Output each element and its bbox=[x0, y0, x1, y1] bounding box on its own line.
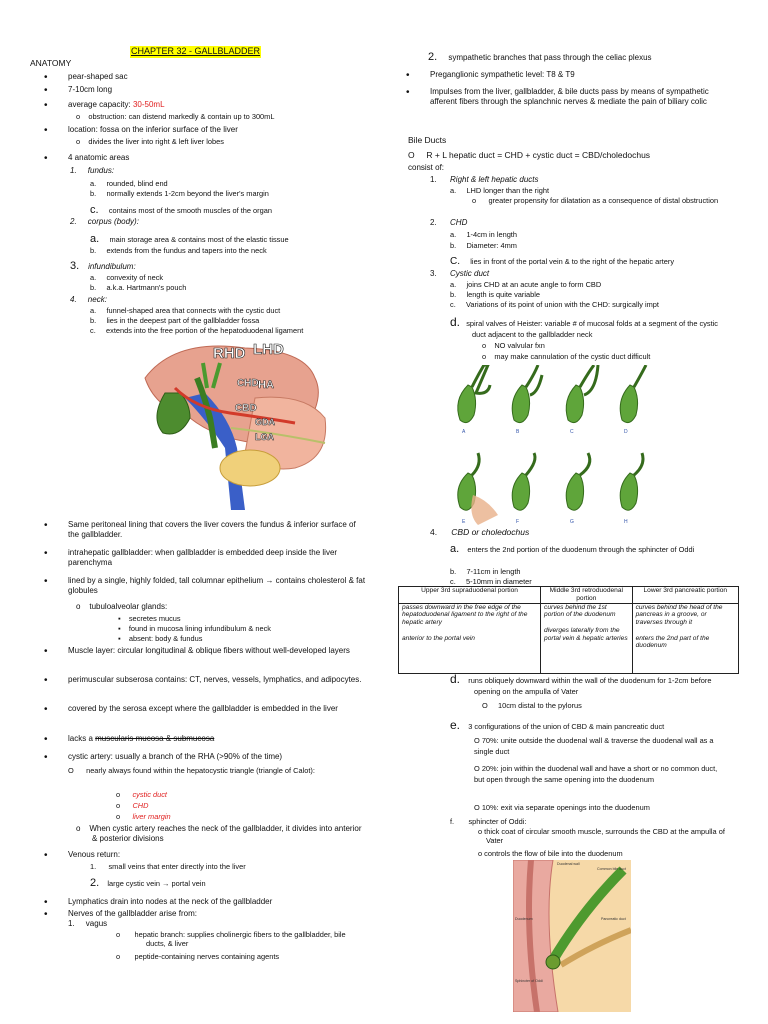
peptide-text: peptide-containing nerves containing agents bbox=[134, 952, 280, 961]
cbd-e2: O 20%: join within the duodenal wall and have a short or no common duct, but open through the same opening into the duodenum bbox=[474, 764, 718, 785]
cbd-d1: O 10cm distal to the pylorus bbox=[482, 701, 582, 710]
fig-label-chd: CHD bbox=[237, 378, 259, 389]
cystic-a: a. joins CHD at an acute angle to form CBD bbox=[450, 280, 602, 289]
neck-reach-item: o When cystic artery reaches the neck of the gallbladder, it divides into anterior & posterior divisions bbox=[76, 824, 362, 844]
location-item: • location: fossa on the inferior surface of the liver bbox=[68, 125, 238, 135]
lacks-item bbox=[68, 734, 214, 744]
cbd-e: e. 3 configurations of the union of CBD & main pancreatic duct bbox=[450, 718, 665, 732]
table-cell: curves behind the 1st portion of the duodenum diverges laterally from the portal vein & hepatic arteries bbox=[541, 603, 633, 673]
calot-1-text: cystic duct bbox=[132, 790, 167, 799]
cbd-e-text: 3 configurations of the union of CBD & main pancreatic duct bbox=[468, 722, 665, 731]
cbd-a: a. enters the 2nd portion of the duodenum through the sphincter of Oddi bbox=[450, 543, 695, 555]
table-header: Upper 3rd supraduodenal portion bbox=[399, 587, 541, 604]
tubulo-1: ▪ secretes mucus bbox=[118, 614, 181, 623]
divides-text: divides the liver into right & left liver lobes bbox=[88, 137, 224, 146]
oddi-1: o thick coat of circular smooth muscle, surrounds the CBD at the ampulla of Vater bbox=[478, 827, 725, 846]
fig-label-ha: HA bbox=[258, 379, 274, 391]
sphincter-of-oddi-figure bbox=[513, 860, 631, 1012]
neck-c: c. extends into the free portion of the hepatoduodenal ligament bbox=[90, 326, 304, 335]
vagus-item: 1. vagus bbox=[68, 919, 108, 928]
tubulo-1-text: secretes mucus bbox=[128, 614, 181, 623]
symp-text: sympathetic branches that pass through the celiac plexus bbox=[448, 53, 652, 62]
corpus-b-text: extends from the fundus and tapers into the neck bbox=[106, 246, 267, 255]
table-row bbox=[399, 603, 739, 673]
gallbladder-anatomy-figure bbox=[135, 338, 335, 510]
calot-2-text: CHD bbox=[132, 801, 149, 810]
cystic-c-text: Variations of its point of union with the CHD: surgically impt bbox=[466, 300, 659, 309]
consist-item: consist of: bbox=[408, 163, 445, 172]
tubulo-item: o tubuloalveolar glands: bbox=[76, 602, 168, 611]
lined-item: • lined by a single, highly folded, tall columnar epithelium → contains cholesterol & fat globules bbox=[68, 576, 368, 596]
length-item: • 7-10cm long bbox=[68, 85, 112, 95]
heister-2-text: may make cannulation of the cystic duct difficult bbox=[494, 352, 651, 361]
cystic-b-text: length is quite variable bbox=[466, 290, 540, 299]
chd-a: a. 1-4cm in length bbox=[450, 230, 517, 239]
chd-heading: 2. CHD bbox=[430, 218, 468, 227]
obstruction-text: obstruction: can distend markedly & contain up to 300mL bbox=[88, 112, 275, 121]
cbd-d-text: runs obliquely downward within the wall of the duodenum for 1-2cm before opening on the ampulla of Vater bbox=[468, 676, 712, 697]
chd-text: CHD bbox=[450, 218, 468, 227]
neck-label: neck: bbox=[87, 295, 107, 304]
lacks-prefix: lacks a bbox=[68, 734, 96, 743]
divides-item: o divides the liver into right & left liver lobes bbox=[76, 137, 224, 146]
cbd-e1: O 70%: unite outside the duodenal wall & traverse the duodenal wall as a single duct bbox=[474, 736, 714, 757]
tubulo-3: ▪ absent: body & fundus bbox=[118, 634, 203, 643]
cystic-heading: 3. Cystic duct bbox=[430, 269, 490, 278]
fundus-a-text: rounded, blind end bbox=[106, 179, 168, 188]
cbd-heading: 4. CBD or choledochus bbox=[430, 527, 530, 537]
tubulo-2: ▪ found in mucosa lining infundibulum & neck bbox=[118, 624, 271, 633]
formula-item: O R + L hepatic duct = CHD + cystic duct = CBD/choledochus bbox=[408, 150, 651, 160]
infund-b-text: a.k.a. Hartmann's pouch bbox=[106, 283, 187, 292]
calot-3: o liver margin bbox=[116, 812, 171, 821]
rl-text: Right & left hepatic ducts bbox=[450, 175, 539, 184]
oddi-label-pancreatic-duct: Pancreatic duct bbox=[601, 917, 626, 921]
oddi-1-text: thick coat of circular smooth muscle, surrounds the CBD at the ampulla of Vater bbox=[484, 827, 725, 846]
neck-a: a. funnel-shaped area that connects with the cystic duct bbox=[90, 306, 281, 315]
heister-text: spiral valves of Heister: variable # of mucosal folds at a segment of the cystic duct adjacent to the gallbladder neck bbox=[466, 319, 718, 340]
fundus-a: a. rounded, blind end bbox=[90, 179, 168, 188]
bile-ducts-heading: Bile Ducts bbox=[408, 135, 447, 145]
cystic-b: b. length is quite variable bbox=[450, 290, 540, 299]
venous-2-text: large cystic vein → portal vein bbox=[107, 879, 206, 888]
lymph-item: • Lymphatics drain into nodes at the neck of the gallbladder bbox=[68, 897, 272, 907]
fundus-c: c. contains most of the smooth muscles of the organ bbox=[90, 204, 272, 216]
var-label-f: F bbox=[516, 519, 520, 525]
fundus-b: b. normally extends 1-2cm beyond the liver's margin bbox=[90, 189, 269, 198]
lacks-strike: muscularis mucosa & submucosa bbox=[95, 734, 215, 743]
venous-2: 2. large cystic vein → portal vein bbox=[90, 877, 206, 889]
corpus-heading: 2. corpus (body): bbox=[70, 217, 139, 226]
lhd-item: a. LHD longer than the right bbox=[450, 186, 550, 195]
var-label-d: D bbox=[624, 429, 628, 435]
impulses-item: • Impulses from the liver, gallbladder, & bile ducts pass by means of sympathetic afferent fibers through the splanchnic nerves & mediate the pain of biliary colic bbox=[430, 87, 730, 107]
neck-c-text: extends into the free portion of the hepatoduodenal ligament bbox=[106, 326, 304, 335]
infund-b: b. a.k.a. Hartmann's pouch bbox=[90, 283, 187, 292]
propensity-text: greater propensity for dilatation as a consequence of distal obstruction bbox=[488, 196, 719, 205]
var-label-h: H bbox=[624, 519, 628, 525]
var-label-e: E bbox=[462, 519, 466, 525]
fundus-label: fundus: bbox=[87, 166, 115, 175]
cystic-duct-variations-figure bbox=[448, 365, 678, 527]
pear-item: • pear-shaped sac bbox=[68, 72, 128, 82]
cystic-c: c. Variations of its point of union with the CHD: surgically impt bbox=[450, 300, 659, 309]
fundus-b-text: normally extends 1-2cm beyond the liver's margin bbox=[106, 189, 269, 198]
cbd-d: d. runs obliquely downward within the wall of the duodenum for 1-2cm before opening on the ampulla of Vater bbox=[450, 672, 712, 697]
cbd-e3-text: 10%: exit via separate openings into the duodenum bbox=[481, 803, 650, 812]
var-label-g: G bbox=[570, 519, 574, 525]
oddi-2: o controls the flow of bile into the duodenum bbox=[478, 849, 623, 858]
fig-label-rhd: RHD bbox=[213, 345, 246, 362]
calot-1: o cystic duct bbox=[116, 790, 167, 799]
cbd-text: CBD or choledochus bbox=[451, 527, 530, 537]
nerves-item: • Nerves of the gallbladder arise from: bbox=[68, 909, 197, 919]
intrahepatic-item: • intrahepatic gallbladder: when gallbladder is embedded deep inside the liver parenchyma bbox=[68, 548, 368, 568]
chd-b-text: Diameter: 4mm bbox=[466, 241, 517, 250]
perimuscular-item: • perimuscular subserosa contains: CT, nerves, vessels, lymphatics, and adipocytes. bbox=[68, 675, 368, 685]
infund-heading: 3. infundibulum: bbox=[70, 260, 136, 272]
cbd-b: b. 7-11cm in length bbox=[450, 567, 521, 576]
formula-text: R + L hepatic duct = CHD + cystic duct = CBD/choledochus bbox=[426, 150, 651, 160]
neck-b: b. lies in the deepest part of the gallbladder fossa bbox=[90, 316, 260, 325]
fig-label-lhd: LHD bbox=[253, 341, 284, 358]
cbd-c: c. 5-10mm in diameter bbox=[450, 577, 532, 586]
table-cell: curves behind the head of the pancreas in a groove, or traverses through it enters the 2nd part of the duodenum bbox=[632, 603, 738, 673]
fig-label-lga: LGA bbox=[255, 432, 274, 442]
cbd-e3: O 10%: exit via separate openings into the duodenum bbox=[474, 803, 650, 812]
propensity-item: o greater propensity for dilatation as a consequence of distal obstruction bbox=[472, 196, 719, 205]
oddi-label-duodenum: Duodenum bbox=[515, 917, 533, 921]
table-cell: passes downward in the free edge of the hepatoduodenal ligament to the right of the hepatic artery anterior to the portal vein bbox=[399, 603, 541, 673]
rl-heading: 1. Right & left hepatic ducts bbox=[430, 175, 539, 184]
cystic-a-text: joins CHD at an acute angle to form CBD bbox=[466, 280, 602, 289]
oddi-text: sphincter of Oddi: bbox=[468, 817, 527, 826]
venous-1-text: small veins that enter directly into the liver bbox=[108, 862, 246, 871]
serosa-item: • covered by the serosa except where the gallbladder is embedded in the liver bbox=[68, 704, 368, 714]
heister-2: o may make cannulation of the cystic duct difficult bbox=[482, 352, 651, 361]
var-label-b: B bbox=[516, 429, 520, 435]
muscle-item: • Muscle layer: circular longitudinal & oblique fibers without well-developed layers bbox=[68, 646, 368, 656]
cbd-c-text: 5-10mm in diameter bbox=[466, 577, 532, 586]
hepatic-branch-item: o hepatic branch: supplies cholinergic fibers to the gallbladder, bile ducts, & liver bbox=[116, 930, 346, 949]
calot-text: nearly always found within the hepatocystic triangle (triangle of Calot): bbox=[86, 766, 315, 775]
lhd-text: LHD longer than the right bbox=[466, 186, 550, 195]
neck-reach-text: When cystic artery reaches the neck of the gallbladder, it divides into anterior & posterior divisions bbox=[89, 824, 362, 844]
obstruction-item: o obstruction: can distend markedly & contain up to 300mL bbox=[76, 112, 275, 121]
symp-item: 2. sympathetic branches that pass through the celiac plexus bbox=[428, 51, 652, 63]
cbd-b-text: 7-11cm in length bbox=[466, 567, 521, 576]
anatomy-heading: ANATOMY bbox=[30, 58, 72, 68]
calot-2: o CHD bbox=[116, 801, 149, 810]
capacity-item bbox=[68, 100, 165, 110]
capacity-label: average capacity: bbox=[68, 100, 133, 109]
calot-item: O nearly always found within the hepatocystic triangle (triangle of Calot): bbox=[68, 766, 315, 775]
oddi-label-cbd: Common bile duct bbox=[597, 867, 626, 871]
cbd-d1-text: 10cm distal to the pylorus bbox=[498, 701, 582, 710]
corpus-label: corpus (body): bbox=[87, 217, 139, 226]
corpus-a: a. main storage area & contains most of the elastic tissue bbox=[90, 233, 289, 245]
infund-a-text: convexity of neck bbox=[106, 273, 164, 282]
fundus-c-text: contains most of the smooth muscles of the organ bbox=[108, 206, 272, 215]
calot-3-text: liver margin bbox=[132, 812, 171, 821]
oddi-2-text: controls the flow of bile into the duodenum bbox=[484, 849, 623, 858]
table-header: Lower 3rd pancreatic portion bbox=[632, 587, 738, 604]
cbd-e2-text: 20%: join within the duodenal wall and have a short or no common duct, but open through the same opening into the duodenum bbox=[474, 764, 718, 785]
heister-item: d. spiral valves of Heister: variable # of mucosal folds at a segment of the cystic duct adjacent to the gallbladder neck bbox=[450, 315, 718, 340]
cbd-a-text: enters the 2nd portion of the duodenum through the sphincter of Oddi bbox=[467, 545, 695, 554]
fundus-heading: 1. fundus: bbox=[70, 166, 115, 175]
infund-label: infundibulum: bbox=[88, 262, 136, 271]
chd-b: b. Diameter: 4mm bbox=[450, 241, 517, 250]
fig-label-gda: GDA bbox=[255, 417, 275, 427]
oddi-item: f. sphincter of Oddi: bbox=[450, 817, 527, 826]
vagus-text: vagus bbox=[85, 919, 108, 928]
neck-b-text: lies in the deepest part of the gallbladder fossa bbox=[106, 316, 260, 325]
chd-a-text: 1-4cm in length bbox=[466, 230, 517, 239]
cbd-e1-text: 70%: unite outside the duodenal wall & traverse the duodenal wall as a single duct bbox=[474, 736, 714, 757]
corpus-a-text: main storage area & contains most of the elastic tissue bbox=[109, 235, 289, 244]
cystic-artery-item: • cystic artery: usually a branch of the RHA (>90% of the time) bbox=[68, 752, 282, 762]
var-label-c: C bbox=[570, 429, 574, 435]
tubulo-2-text: found in mucosa lining infundibulum & neck bbox=[128, 624, 271, 633]
chd-c: C. lies in front of the portal vein & to the right of the hepatic artery bbox=[450, 256, 675, 267]
peptide-item: o peptide-containing nerves containing agents bbox=[116, 952, 280, 961]
oddi-label-duodenal-wall: Duodenal wall bbox=[557, 862, 580, 866]
heister-1: o NO valvular fxn bbox=[482, 341, 545, 350]
table-header: Middle 3rd retroduodenal portion bbox=[541, 587, 633, 604]
areas-item: • 4 anatomic areas bbox=[68, 153, 129, 163]
var-label-a: A bbox=[462, 429, 466, 435]
cbd-portions-table bbox=[398, 586, 739, 674]
venous-item: • Venous return: bbox=[68, 850, 120, 860]
neck-a-text: funnel-shaped area that connects with the cystic duct bbox=[106, 306, 281, 315]
heister-1-text: NO valvular fxn bbox=[494, 341, 545, 350]
chapter-title: CHAPTER 32 - GALLBLADDER bbox=[131, 46, 261, 56]
venous-1: 1. small veins that enter directly into the liver bbox=[90, 862, 246, 871]
neck-heading: 4. neck: bbox=[70, 295, 107, 304]
fig-label-cbd: CBD bbox=[235, 403, 257, 414]
capacity-value: 30-50mL bbox=[132, 100, 165, 109]
oddi-label-sphincter: Sphincter of Oddi bbox=[515, 979, 543, 983]
corpus-b: b. extends from the fundus and tapers into the neck bbox=[90, 246, 267, 255]
infund-a: a. convexity of neck bbox=[90, 273, 164, 282]
pregang-item: • Preganglionic sympathetic level: T8 & T9 bbox=[430, 70, 575, 80]
hepatic-branch-text: hepatic branch: supplies cholinergic fibers to the gallbladder, bile ducts, & liver bbox=[134, 930, 346, 949]
chd-c-text: lies in front of the portal vein & to the right of the hepatic artery bbox=[470, 257, 675, 266]
tubulo-text: tubuloalveolar glands: bbox=[89, 602, 168, 611]
peritoneal-item: • Same peritoneal lining that covers the liver covers the fundus & inferior surface of the gallbladder. bbox=[68, 520, 368, 540]
cystic-text: Cystic duct bbox=[450, 269, 490, 278]
table-header-row bbox=[399, 587, 739, 604]
tubulo-3-text: absent: body & fundus bbox=[128, 634, 203, 643]
